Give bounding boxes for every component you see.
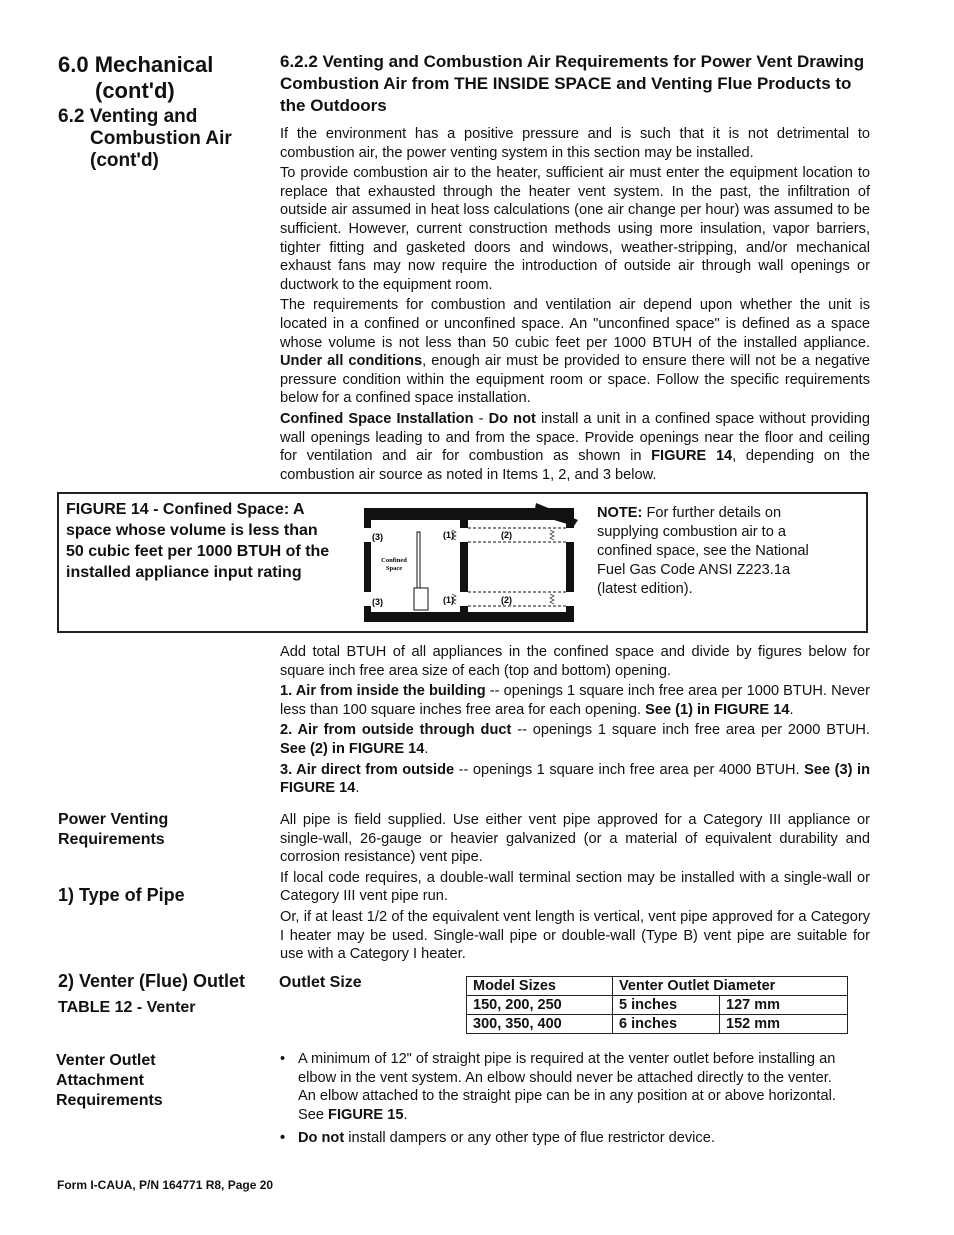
opening-items	[280, 643, 870, 800]
confined-space-diagram	[364, 500, 580, 622]
list-item: 3. Air direct from outside -- openings 1 square inch free area per 4000 BTUH. See (3) in FIGURE 14.	[280, 761, 870, 797]
label-2-bottom: (2)	[501, 595, 512, 605]
attachment-list	[280, 1050, 850, 1153]
section-heading: 6.2 Venting and Combustion Air (cont'd)	[58, 106, 232, 171]
type-of-pipe-label: 1) Type of Pipe	[58, 885, 185, 905]
paragraph: Confined Space Installation - Do not install a unit in a confined space without providing wall openings leading to and from the space. Provide openings near the floor and ceiling for ventilation and air for combustion as shown in FIGURE 14, depending on the combustion air source as noted in Items 1, 2, and 3 below.	[280, 410, 870, 483]
outlet-size-label: Outlet Size	[279, 974, 362, 991]
list-item: 1. Air from inside the building -- openings 1 square inch free area per 1000 BTUH. Never less than 100 square inches free area for each opening. See (1) in FIGURE 14.	[280, 683, 870, 718]
header-cell: Venter Outlet Diameter	[613, 977, 848, 996]
paragraph: Or, if at least 1/2 of the equivalent vent length is vertical, vent pipe approved for a Category I heater may be used. Single-wall pipe or double-wall (Type B) vent pipe are suitable for use with a Category I heater.	[280, 908, 870, 963]
label-1-bottom: (1)	[443, 595, 454, 605]
figure-note: NOTE: For further details on supplying combustion air to a confined space, see the National Fuel Gas Code ANSI Z223.1a (latest edition).	[597, 505, 809, 597]
table-cell: 152 mm	[720, 1015, 848, 1034]
table-header-row	[467, 977, 848, 996]
table-cell: 6 inches	[613, 1015, 720, 1034]
label-2-top: (2)	[501, 530, 512, 540]
table-cell: 300, 350, 400	[467, 1015, 613, 1034]
label-3-bottom: (3)	[372, 597, 383, 607]
confined-label-line1: Confined	[381, 557, 407, 564]
paragraph: All pipe is field supplied. Use either vent pipe approved for a Category III appliance or single-wall, 26-gauge or heavier galvanized (or a material of equivalent durability and corrosion resistance) vent pipe.	[280, 812, 870, 866]
subsection-title: 6.2.2 Venting and Combustion Air Requirements for Power Vent Drawing Combustion Air from THE INSIDE SPACE and Venting Flue Products to the Outdoors	[280, 52, 865, 115]
paragraph: If local code requires, a double-wall terminal section may be installed with a single-wall or Category III vent pipe run.	[280, 869, 870, 905]
bullet-icon: •	[280, 1051, 286, 1067]
paragraph: If the environment has a positive pressure and is such that it is not detrimental to combustion air, the power venting system in this section may be installed.	[280, 126, 870, 161]
venter-outlet-label: 2) Venter (Flue) Outlet	[58, 971, 246, 991]
header-cell: Model Sizes	[467, 977, 613, 996]
section-body	[280, 125, 870, 486]
chapter-heading: 6.0 Mechanical (cont'd)	[58, 52, 214, 103]
list-item: 2. Air from outside through duct -- openings 1 square inch free area per 2000 BTUH. See (2) in FIGURE 14.	[280, 722, 870, 757]
figure-title: FIGURE 14 - Confined Space: A space whose volume is less than 50 cubic feet per 1000 BTUH of the installed appliance input rating	[66, 501, 330, 581]
table-row	[467, 996, 848, 1015]
attachment-label: Venter Outlet Attachment Requirements	[56, 1052, 163, 1109]
label-3-top: (3)	[372, 532, 383, 542]
paragraph: The requirements for combustion and ventilation air depend upon whether the unit is located in a confined or unconfined space. An "unconfined space" is defined as a space whose volume is not less than 50 cubic feet per 1000 BTUH of the installed appliance. Under all conditions, enough air must be provided to ensure there will not be a negative pressure condition within the equipment room or space. Follow the specific requirements below for a confined space installation.	[280, 297, 870, 407]
page-footer: Form I-CAUA, P/N 164771 R8, Page 20	[57, 1178, 274, 1192]
venter-table	[466, 976, 848, 1034]
paragraph: To provide combustion air to the heater, sufficient air must enter the equipment location to replace that exhausted through the heater vent system. In the past, the infiltration of outside air assumed in heat loss calculations (one air change per hour) was assumed to be sufficient. However, current construction methods using more insulation, vapor barriers, tighter fitting and gasketed doors and windows, weather-stripping, and/or mechanical exhaust fans may now require the introduction of outside air through wall openings or ductwork to the equipment room.	[280, 165, 870, 293]
table-cell: 5 inches	[613, 996, 720, 1015]
table-label: TABLE 12 - Venter	[58, 999, 196, 1016]
pipe-text	[280, 811, 870, 966]
table-cell: 127 mm	[720, 996, 848, 1015]
figure-14-box	[57, 492, 868, 633]
power-venting-label: Power Venting Requirements	[58, 811, 169, 848]
table-row	[467, 1015, 848, 1034]
paragraph: Add total BTUH of all appliances in the confined space and divide by figures below for square inch free area size of each (top and bottom) opening.	[280, 644, 870, 679]
list-item: • A minimum of 12" of straight pipe is required at the venter outlet before installing an elbow in the vent system. An elbow should never be attached directly to the venter. An elbow attached to the straight pipe can be in any position at or above horizontal. See FIGURE 15.	[280, 1051, 836, 1123]
bullet-icon: •	[280, 1130, 286, 1147]
confined-label-line2: Space	[385, 565, 403, 572]
table-cell: 150, 200, 250	[467, 996, 613, 1015]
list-item: • Do not install dampers or any other type of flue restrictor device.	[280, 1130, 715, 1147]
label-1-top: (1)	[443, 530, 454, 540]
